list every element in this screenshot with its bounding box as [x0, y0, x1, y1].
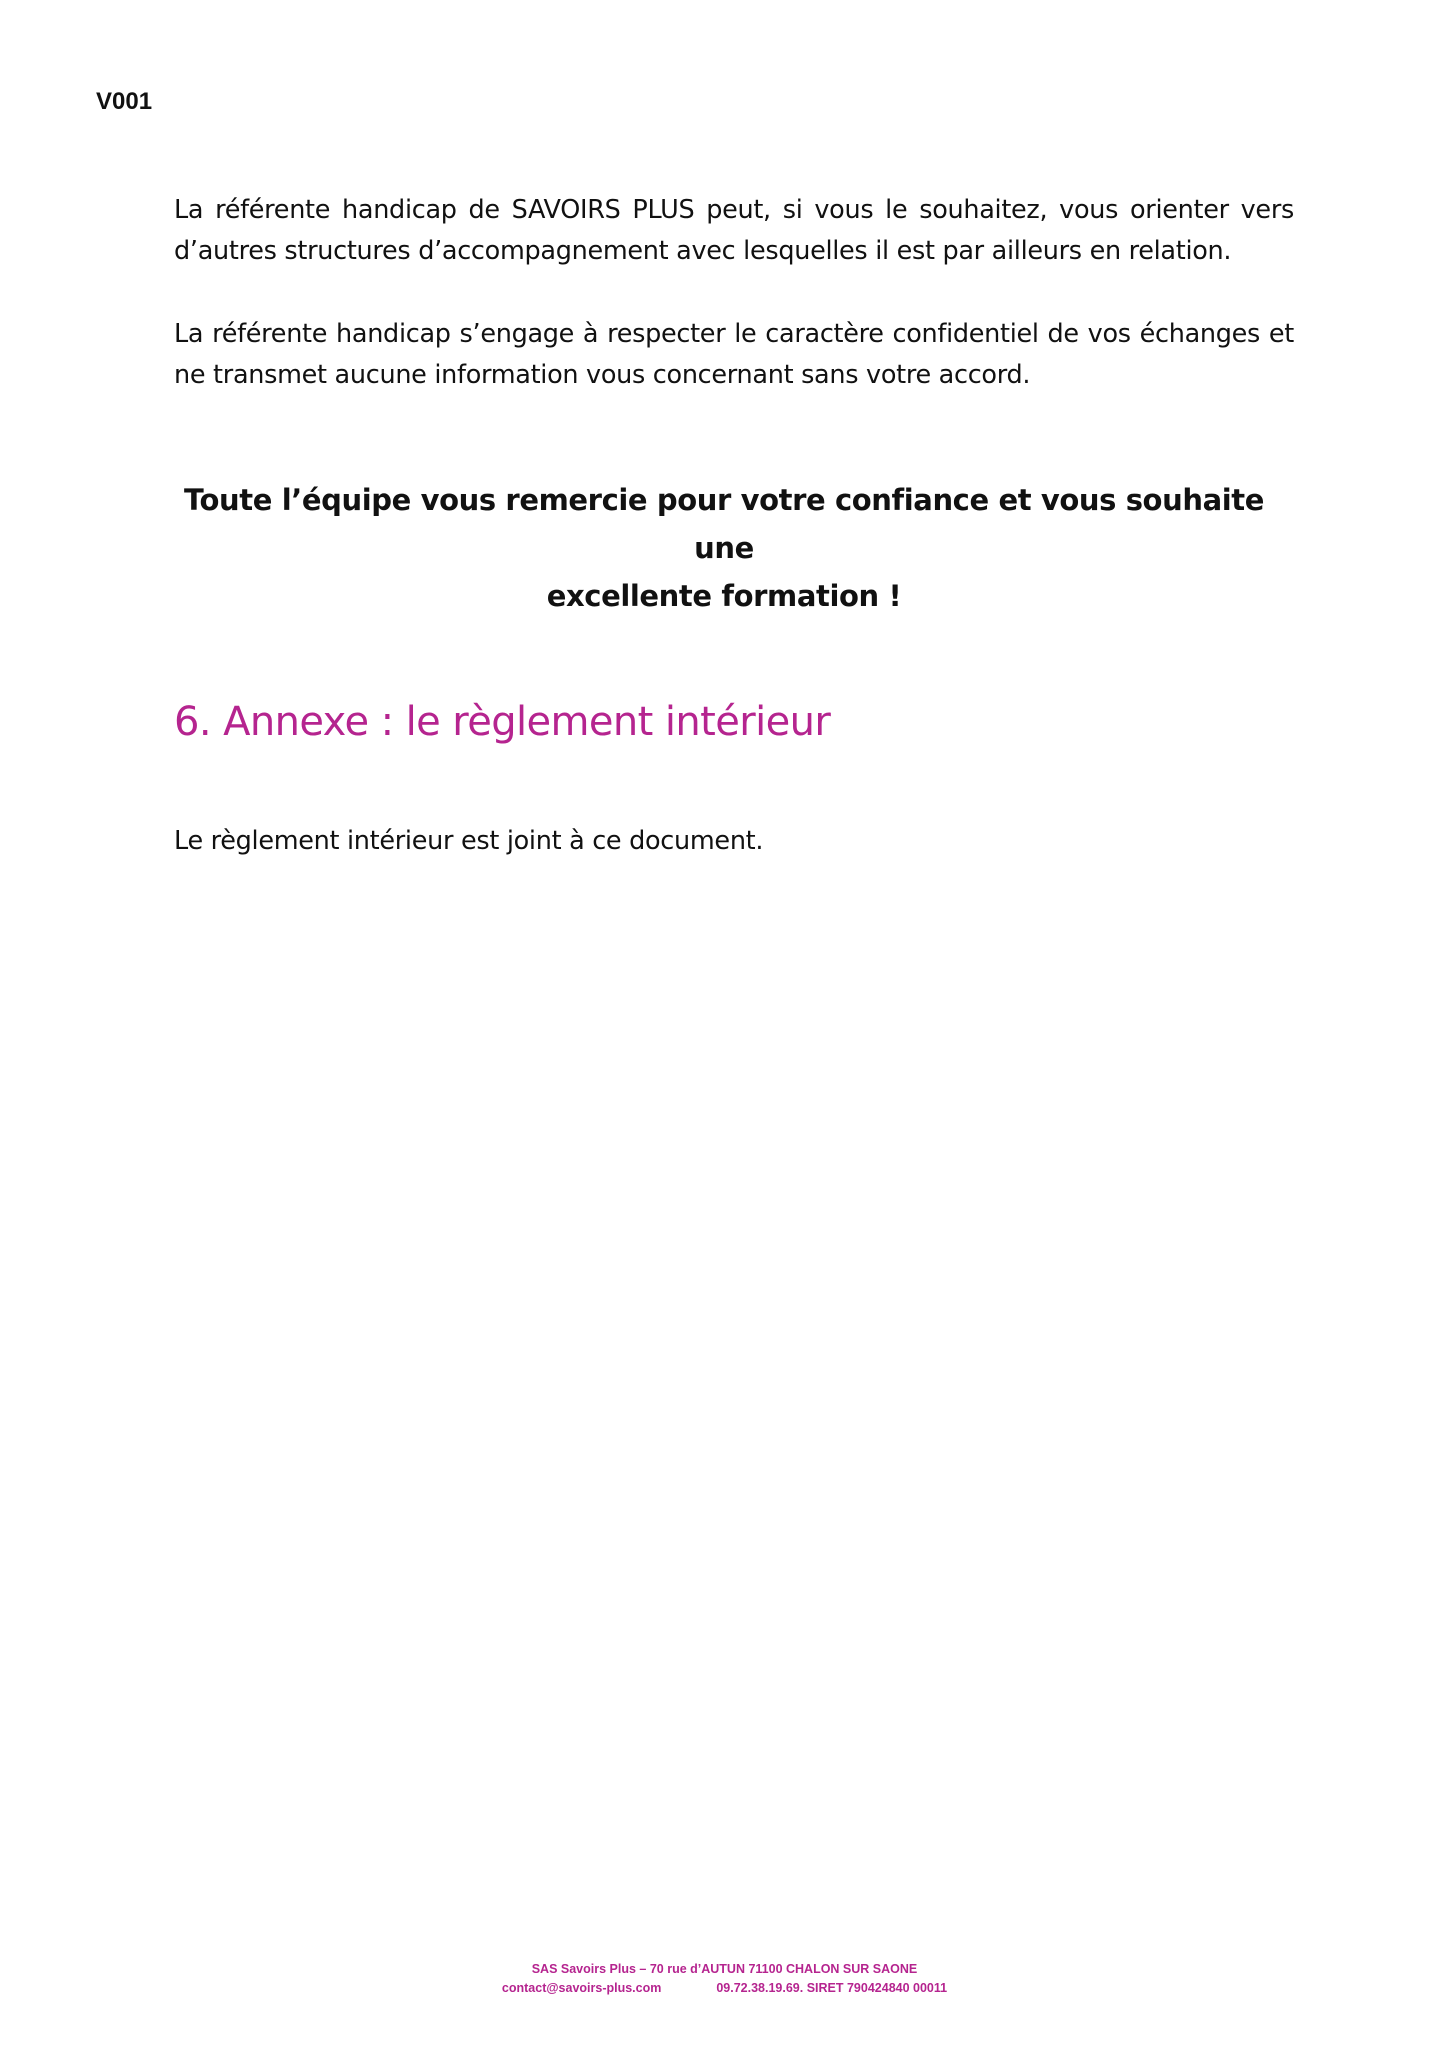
thanks-message	[174, 476, 1274, 620]
version-label: V001	[96, 88, 153, 115]
footer-phone-siret: 09.72.38.19.69. SIRET 790424840 00011	[716, 1981, 948, 1995]
footer-contact	[0, 1979, 1449, 1998]
paragraph-orientation: La référente handicap de SAVOIRS PLUS peut, si vous le souhaitez, vous orienter vers d’autres structures d’accompagnement avec lesquelles il est par ailleurs en relation.	[174, 195, 1294, 266]
footer-address: SAS Savoirs Plus – 70 rue d’AUTUN 71100 CHALON SUR SAONE	[531, 1962, 918, 1976]
paragraph-annex: Le règlement intérieur est joint à ce document.	[174, 826, 764, 856]
page-footer	[0, 1960, 1449, 1998]
section-heading: 6. Annexe : le règlement intérieur	[174, 699, 831, 745]
footer-email: contact@savoirs-plus.com	[501, 1981, 662, 1995]
thanks-line-1: Toute l’équipe vous remercie pour votre confiance et vous souhaite une	[183, 483, 1265, 565]
thanks-line-2: excellente formation !	[546, 579, 902, 613]
paragraph-confidentiality: La référente handicap s’engage à respecter le caractère confidentiel de vos échanges et ne transmet aucune information vous concernant sans votre accord.	[174, 319, 1294, 390]
